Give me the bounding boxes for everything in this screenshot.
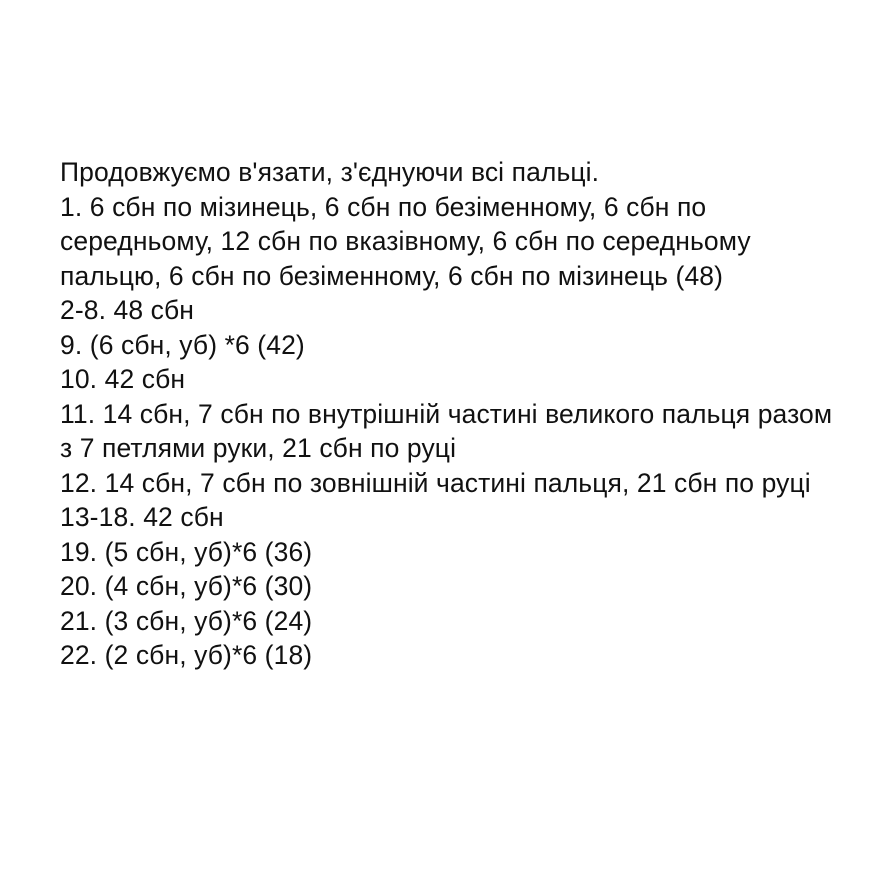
row-20: 20. (4 сбн, уб)*6 (30) [60, 571, 313, 601]
row-19: 19. (5 сбн, уб)*6 (36) [60, 536, 313, 567]
row-13-18: 13-18. 42 сбн [60, 502, 224, 532]
row-12: 12. 14 сбн, 7 сбн по зовнішній частині пальця, 21 сбн по руці [60, 467, 811, 498]
row-2-8: 2-8. 48 сбн [60, 295, 195, 325]
row-21: 21. (3 сбн, уб)*6 (24) [60, 605, 313, 636]
row-1: 1. 6 сбн по мізинець, 6 сбн по безіменному, 6 сбн по середньому, 12 сбн по вказівному, 6 сбн по середньому пальцю, 6 сбн по безіменному, 6 сбн по мізинець (48) [60, 191, 751, 291]
row-11: 11. 14 сбн, 7 сбн по внутрішній частині великого пальця разом з 7 петлями руки, 21 сбн по руці [60, 398, 833, 463]
pattern-instructions [60, 155, 850, 673]
row-9: 9. (6 сбн, уб) *6 (42) [60, 329, 305, 360]
row-10: 10. 42 сбн [60, 364, 186, 394]
row-22: 22. (2 сбн, уб)*6 (18) [60, 640, 313, 670]
intro-line: Продовжуємо в'язати, з'єднуючи всі пальці. [60, 157, 600, 187]
